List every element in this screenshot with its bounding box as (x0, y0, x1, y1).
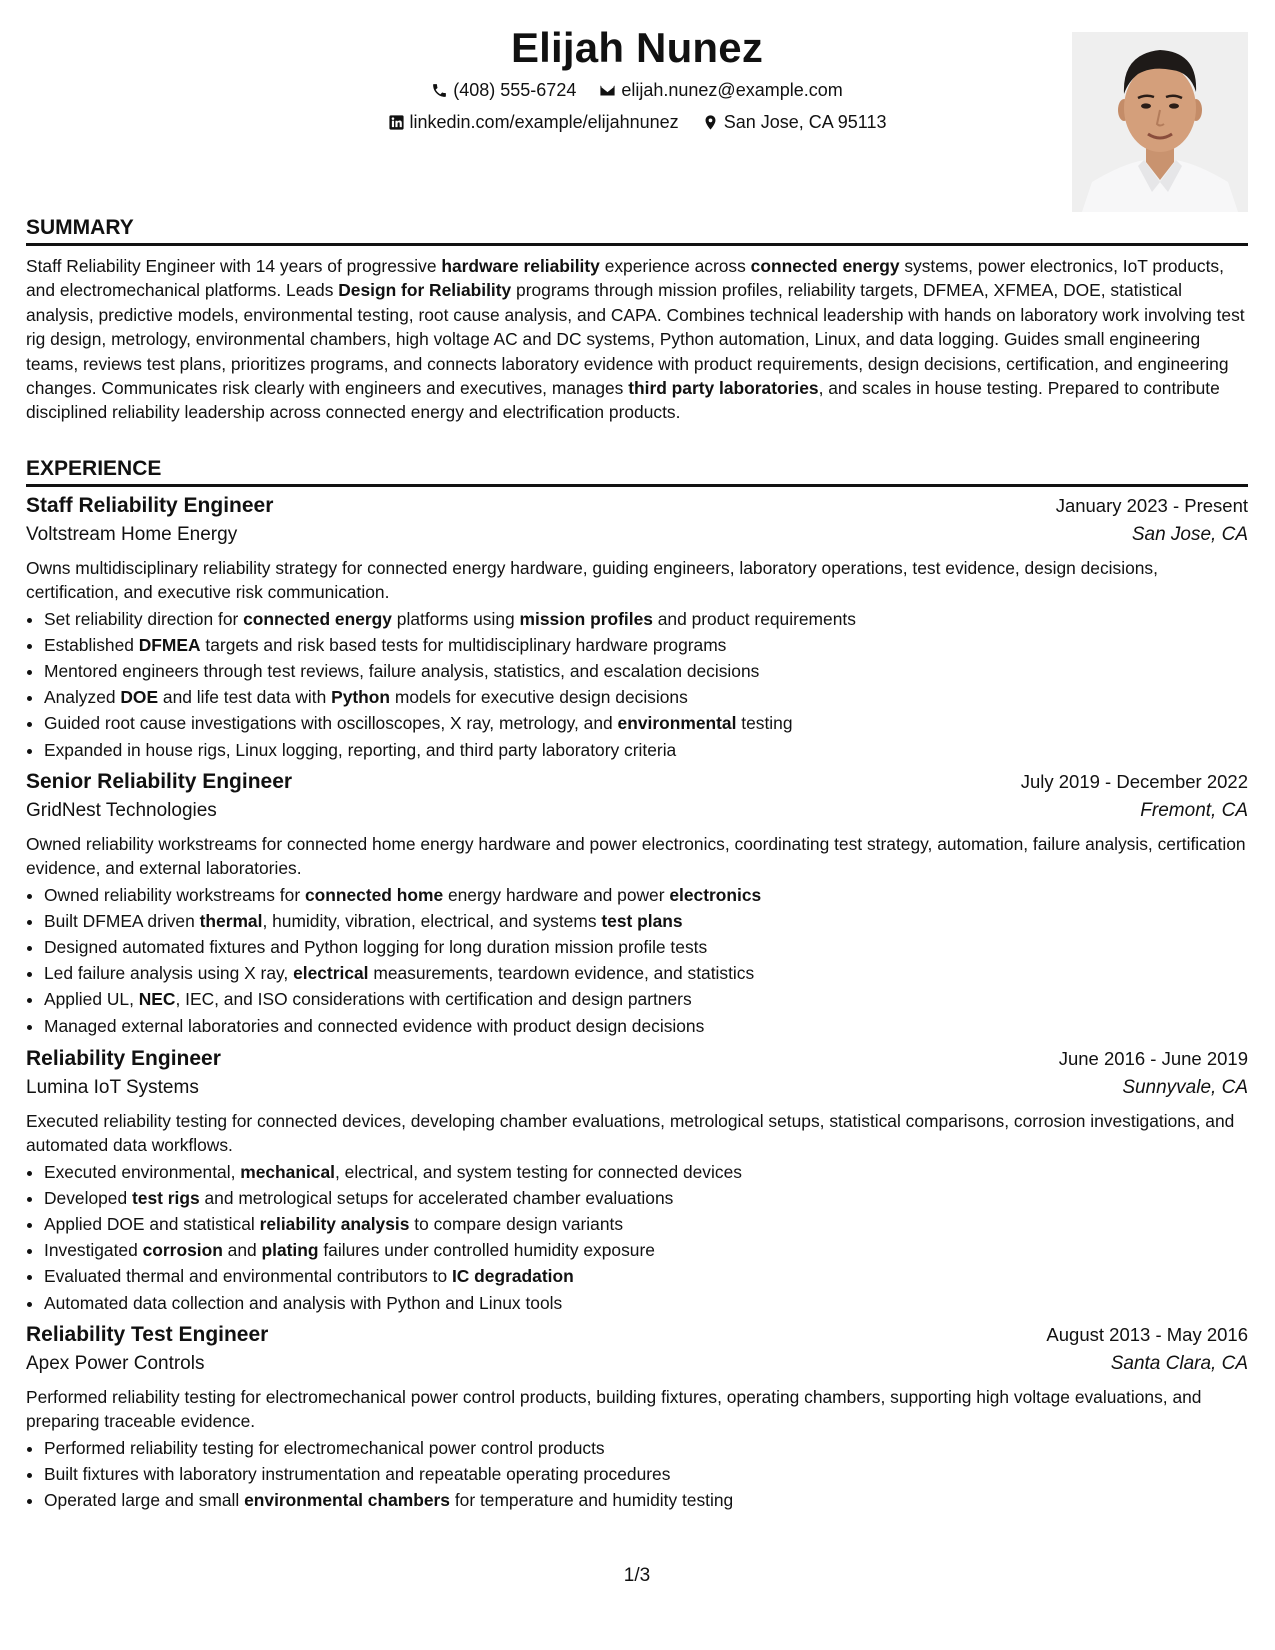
email-address[interactable]: elijah.nunez@example.com (621, 80, 843, 100)
job-location: Sunnyvale, CA (1122, 1077, 1248, 1098)
job-dates: June 2016 - June 2019 (1058, 1048, 1248, 1069)
summary-text: Staff Reliability Engineer with 14 years of progressive hardware reliability experience across connected energy systems, power electronics, IoT products, and electromechanical platforms. Leads Design for Reliability programs through mission profiles, reliability targets, DFMEA, XFMEA, DOE, statistical analysis, predictive models, environmental testing, root cause analysis, and CAPA. Combines technical leadership with hands on laboratory work involving test rig design, metrology, environmental chambers, high voltage AC and DC systems, Python automation, Linux, and data logging. Guides small engineering teams, reviews test plans, prioritizes programs, and connects laboratory evidence with product requirements, design decisions, certification, and engineering changes. Communicates risk clearly with engineers and executives, manages third party laboratories, and scales in house testing. Prepared to contribute disciplined reliability leadership across connected energy and electrification products. (26, 256, 1245, 423)
resume-header (26, 20, 1248, 210)
job-title-row (26, 494, 1248, 524)
list-item: • Evaluated thermal and environmental contributors to IC degradation (44, 1263, 1248, 1289)
list-item: • Executed environmental, mechanical, electrical, and system testing for connected devices (44, 1159, 1248, 1185)
summary-heading: SUMMARY (26, 216, 1248, 246)
job-title: Reliability Engineer (26, 1047, 221, 1070)
job-title-row (26, 770, 1248, 800)
experience-heading: EXPERIENCE (26, 457, 1248, 487)
company-name: GridNest Technologies (26, 800, 217, 821)
avatar (1072, 32, 1248, 212)
linkedin-url[interactable]: linkedin.com/example/elijahnunez (409, 112, 679, 132)
list-item: • Analyzed DOE and life test data with Python models for executive design decisions (44, 684, 1248, 710)
list-item: • Built DFMEA driven thermal, humidity, vibration, electrical, and systems test plans (44, 908, 1248, 934)
job-title: Staff Reliability Engineer (26, 494, 274, 517)
linkedin-contact[interactable] (388, 112, 679, 133)
list-item: • Applied UL, NEC, IEC, and ISO considerations with certification and design partners (44, 986, 1248, 1012)
list-item: • Automated data collection and analysis with Python and Linux tools (44, 1290, 1248, 1316)
job-title: Reliability Test Engineer (26, 1323, 269, 1346)
job-entry (26, 1323, 1248, 1513)
list-item: • Established DFMEA targets and risk based tests for multidisciplinary hardware programs (44, 632, 1248, 658)
list-item: • Set reliability direction for connected energy platforms using mission profiles and product requirements (44, 606, 1248, 632)
location-text: San Jose, CA 95113 (723, 112, 887, 132)
job-description: Owns multidisciplinary reliability strategy for connected energy hardware, guiding engineers, laboratory operations, test evidence, design decisions, certification, and executive risk communication. (26, 558, 1158, 603)
contact-line-2 (26, 112, 1248, 136)
page-number: 1/3 (623, 1565, 651, 1586)
job-location: San Jose, CA (1131, 524, 1248, 545)
list-item: • Investigated corrosion and plating failures under controlled humidity exposure (44, 1237, 1248, 1263)
contact-line-1 (26, 80, 1248, 104)
phone-number: (408) 555-6724 (453, 80, 577, 100)
list-item: • Performed reliability testing for electromechanical power control products (44, 1435, 1248, 1461)
job-title-row (26, 1323, 1248, 1353)
job-location: Fremont, CA (1140, 800, 1248, 821)
job-title-row (26, 1047, 1248, 1077)
list-item: • Led failure analysis using X ray, electrical measurements, teardown evidence, and statistics (44, 960, 1248, 986)
job-title: Senior Reliability Engineer (26, 770, 293, 793)
list-item: • Expanded in house rigs, Linux logging, reporting, and third party laboratory criteria (44, 737, 1248, 763)
list-item: • Owned reliability workstreams for connected home energy hardware and power electronics (44, 882, 1248, 908)
phone-contact (431, 80, 576, 101)
email-contact[interactable] (599, 80, 842, 101)
list-item: • Developed test rigs and metrological setups for accelerated chamber evaluations (44, 1185, 1248, 1211)
job-description: Performed reliability testing for electromechanical power control products, building fixtures, operating chambers, supporting high voltage evaluations, and preparing traceable evidence. (26, 1387, 1202, 1432)
company-row (26, 800, 1248, 830)
company-row (26, 1353, 1248, 1383)
profile-photo (1072, 32, 1248, 212)
map-pin-icon (702, 114, 719, 131)
resume-page (26, 0, 1248, 1650)
company-name: Lumina IoT Systems (26, 1077, 199, 1098)
company-row (26, 524, 1248, 554)
list-item: • Operated large and small environmental chambers for temperature and humidity testing (44, 1487, 1248, 1513)
job-bullets (26, 1435, 1248, 1514)
list-item: • Designed automated fixtures and Python logging for long duration mission profile tests (44, 934, 1248, 960)
list-item: • Built fixtures with laboratory instrumentation and repeatable operating procedures (44, 1461, 1248, 1487)
job-bullets (26, 1159, 1248, 1316)
company-row (26, 1077, 1248, 1107)
list-item: • Guided root cause investigations with oscilloscopes, X ray, metrology, and environmental testing (44, 710, 1248, 736)
list-item: • Applied DOE and statistical reliability analysis to compare design variants (44, 1211, 1248, 1237)
job-entry (26, 494, 1248, 763)
company-name: Voltstream Home Energy (26, 524, 238, 545)
company-name: Apex Power Controls (26, 1353, 205, 1374)
location-contact (702, 112, 887, 133)
candidate-name: Elijah Nunez (510, 24, 764, 71)
job-entry (26, 770, 1248, 1039)
linkedin-icon (388, 114, 405, 131)
list-item: • Managed external laboratories and connected evidence with product design decisions (44, 1013, 1248, 1039)
job-bullets (26, 606, 1248, 763)
job-dates: January 2023 - Present (1055, 495, 1248, 516)
job-entry (26, 1047, 1248, 1316)
job-location: Santa Clara, CA (1110, 1353, 1248, 1374)
envelope-icon (599, 82, 616, 99)
phone-icon (431, 82, 448, 99)
list-item: • Mentored engineers through test reviews, failure analysis, statistics, and escalation decisions (44, 658, 1248, 684)
job-bullets (26, 882, 1248, 1039)
job-description: Executed reliability testing for connected devices, developing chamber evaluations, metrological setups, statistical comparisons, corrosion investigations, and automated data workflows. (26, 1111, 1235, 1156)
job-dates: July 2019 - December 2022 (1020, 771, 1248, 792)
job-description: Owned reliability workstreams for connected home energy hardware and power electronics, coordinating test strategy, automation, failure analysis, certification evidence, and external laboratories. (26, 834, 1246, 879)
job-dates: August 2013 - May 2016 (1046, 1324, 1248, 1345)
